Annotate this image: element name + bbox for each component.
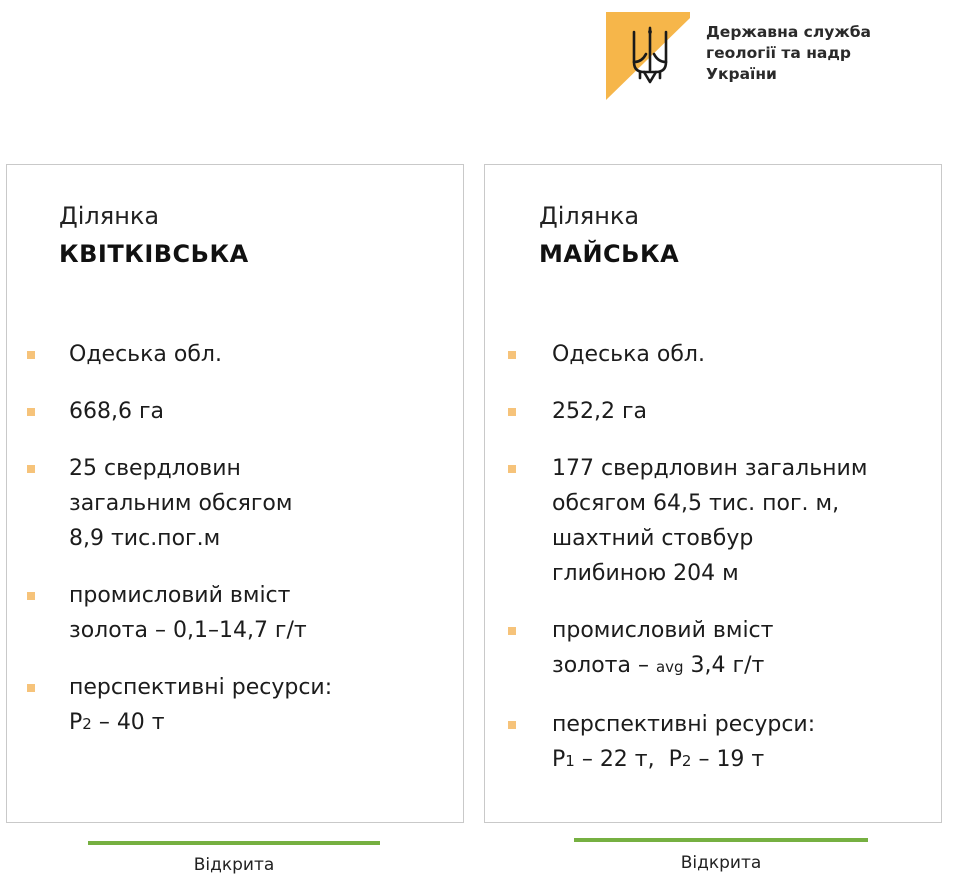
list-item-area xyxy=(485,394,941,429)
resource-category: P xyxy=(552,747,566,772)
item-text: глибиною 204 м xyxy=(552,561,739,586)
resource-category-index: 2 xyxy=(82,715,92,733)
item-text: загальним обсягом xyxy=(69,491,293,516)
list-item-wells xyxy=(485,451,941,591)
card-label: Ділянка xyxy=(59,202,160,230)
list-item-gold-content xyxy=(7,578,463,648)
item-text: золота – 0,1–14,7 г/т xyxy=(69,618,307,643)
status-bar-left xyxy=(88,841,380,845)
bullet-icon xyxy=(508,465,516,473)
bullet-icon xyxy=(508,627,516,635)
list-item-gold-content xyxy=(485,613,941,685)
resource-category-index: 1 xyxy=(565,752,575,770)
resource-value: – 40 т xyxy=(91,710,165,735)
agency-logo xyxy=(606,12,906,104)
item-text: 25 свердловин xyxy=(69,456,241,481)
item-text: обсягом 64,5 тис. пог. м, xyxy=(552,491,840,516)
item-text: Одеська обл. xyxy=(552,342,705,367)
trident-emblem-icon xyxy=(606,12,696,102)
item-text: 252,2 га xyxy=(552,399,648,424)
status-label-left: Відкрита xyxy=(193,855,275,875)
item-text: 8,9 тис.пог.м xyxy=(69,526,221,551)
list-item-wells xyxy=(7,451,463,556)
list-item-area xyxy=(7,394,463,429)
bullet-icon xyxy=(27,684,35,692)
agency-name xyxy=(706,22,871,85)
gold-line xyxy=(552,648,941,685)
agency-name-line-1: Державна служба xyxy=(706,23,872,41)
resource-value: – 22 т, xyxy=(574,747,655,772)
bullet-icon xyxy=(508,721,516,729)
resources-line xyxy=(69,705,463,742)
bullet-icon xyxy=(27,465,35,473)
card-title: КВІТКІВСЬКА xyxy=(59,240,249,268)
site-card-maiska xyxy=(484,164,942,823)
gold-prefix: золота – xyxy=(552,653,656,678)
status-label-right: Відкрита xyxy=(680,853,762,873)
item-text: 177 свердловин загальним xyxy=(552,456,868,481)
gold-value: 3,4 г/т xyxy=(683,653,765,678)
card-title: МАЙСЬКА xyxy=(539,240,680,268)
status-bar-right xyxy=(574,838,868,842)
item-text: перспективні ресурси: xyxy=(69,675,333,700)
bullet-icon xyxy=(27,408,35,416)
bullet-icon xyxy=(27,351,35,359)
list-item-region xyxy=(485,337,941,372)
gold-avg-label: avg xyxy=(655,658,684,676)
bullet-icon xyxy=(27,592,35,600)
list-item-resources xyxy=(485,707,941,779)
item-text: Одеська обл. xyxy=(69,342,222,367)
list-item-region xyxy=(7,337,463,372)
resource-category: P xyxy=(668,747,682,772)
item-text: промисловий вміст xyxy=(552,618,774,643)
agency-name-line-2: геології та надр xyxy=(706,44,852,62)
fact-list xyxy=(485,337,941,779)
resources-line xyxy=(552,742,941,779)
resource-category: P xyxy=(69,710,83,735)
resource-category-index: 2 xyxy=(681,752,692,770)
agency-name-line-3: України xyxy=(706,65,777,83)
fact-list xyxy=(7,337,463,742)
item-text: перспективні ресурси: xyxy=(552,712,816,737)
resource-value: – 19 т xyxy=(691,747,765,772)
site-card-kvitkivska xyxy=(6,164,464,823)
item-text: 668,6 га xyxy=(69,399,165,424)
item-text: шахтний стовбур xyxy=(552,526,754,551)
item-text: промисловий вміст xyxy=(69,583,291,608)
bullet-icon xyxy=(508,408,516,416)
card-label: Ділянка xyxy=(539,202,640,230)
list-item-resources xyxy=(7,670,463,742)
bullet-icon xyxy=(508,351,516,359)
